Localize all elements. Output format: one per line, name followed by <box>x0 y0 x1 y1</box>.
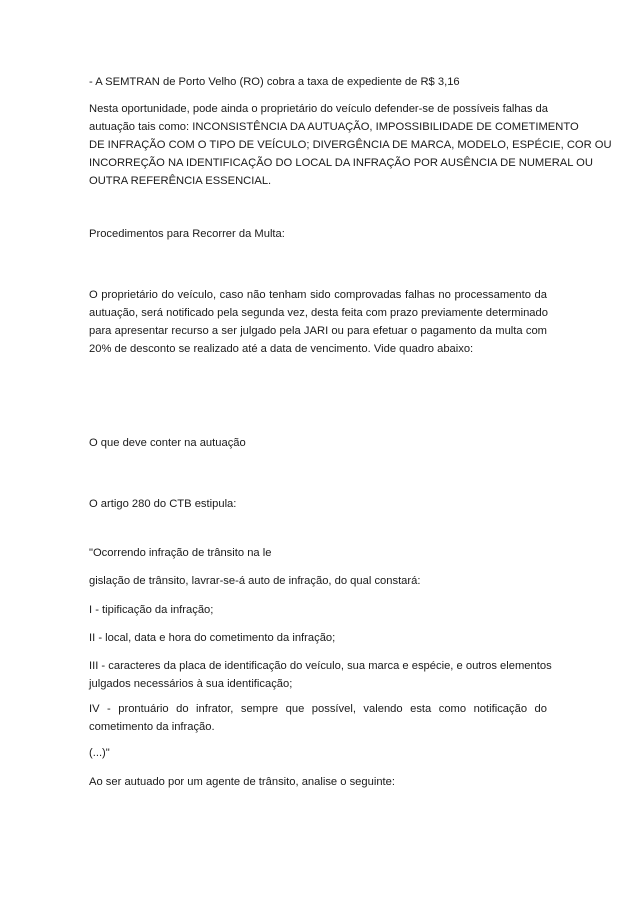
text-line: julgados necessários à sua identificação; <box>89 678 293 690</box>
content-heading: O que deve conter na autuação <box>89 437 246 449</box>
defense-paragraph <box>89 100 612 190</box>
item-iv <box>89 700 547 736</box>
article-intro: O artigo 280 do CTB estipula: <box>89 498 237 510</box>
item-i: I - tipificação da infração; <box>89 604 214 616</box>
text-line: III - caracteres da placa de identificação do veículo, sua marca e espécie, e outros elementos <box>89 660 552 672</box>
quote-line-2: gislação de trânsito, lavrar-se-á auto de infração, do qual constará: <box>89 575 421 587</box>
item-ii: II - local, data e hora do cometimento da infração; <box>89 632 336 644</box>
text-line: OUTRA REFERÊNCIA ESSENCIAL. <box>89 175 272 187</box>
closing-line: Ao ser autuado por um agente de trânsito, analise o seguinte: <box>89 776 395 788</box>
text-line: O proprietário do veículo, caso não tenham sido comprovadas falhas no processamento da <box>89 289 547 301</box>
text-line: autuação, será notificado pela segunda vez, desta feita com prazo previamente determinado <box>89 307 548 319</box>
item-iii <box>89 657 552 693</box>
ellipsis-line: (...)" <box>89 747 110 759</box>
text-line: IV - prontuário do infrator, sempre que possível, valendo esta como notificação do <box>89 703 547 715</box>
text-line: cometimento da infração. <box>89 721 215 733</box>
text-line: 20% de desconto se realizado até a data de vencimento. Vide quadro abaixo: <box>89 343 474 355</box>
text-line: para apresentar recurso a ser julgado pela JARI ou para efetuar o pagamento da multa com <box>89 325 547 337</box>
text-line: INCORREÇÃO NA IDENTIFICAÇÃO DO LOCAL DA INFRAÇÃO POR AUSÊNCIA DE NUMERAL OU <box>89 157 593 169</box>
quote-line-1: "Ocorrendo infração de trânsito na le <box>89 547 272 559</box>
text-line: Nesta oportunidade, pode ainda o proprietário do veículo defender-se de possíveis falhas da <box>89 103 548 115</box>
fee-line: - A SEMTRAN de Porto Velho (RO) cobra a taxa de expediente de R$ 3,16 <box>89 76 460 88</box>
text-line: DE INFRAÇÃO COM O TIPO DE VEÍCULO; DIVERGÊNCIA DE MARCA, MODELO, ESPÉCIE, COR OU <box>89 139 612 151</box>
procedures-heading: Procedimentos para Recorrer da Multa: <box>89 228 285 240</box>
text-line: autuação tais como: INCONSISTÊNCIA DA AUTUAÇÃO, IMPOSSIBILIDADE DE COMETIMENTO <box>89 121 579 133</box>
procedures-paragraph <box>89 286 547 358</box>
